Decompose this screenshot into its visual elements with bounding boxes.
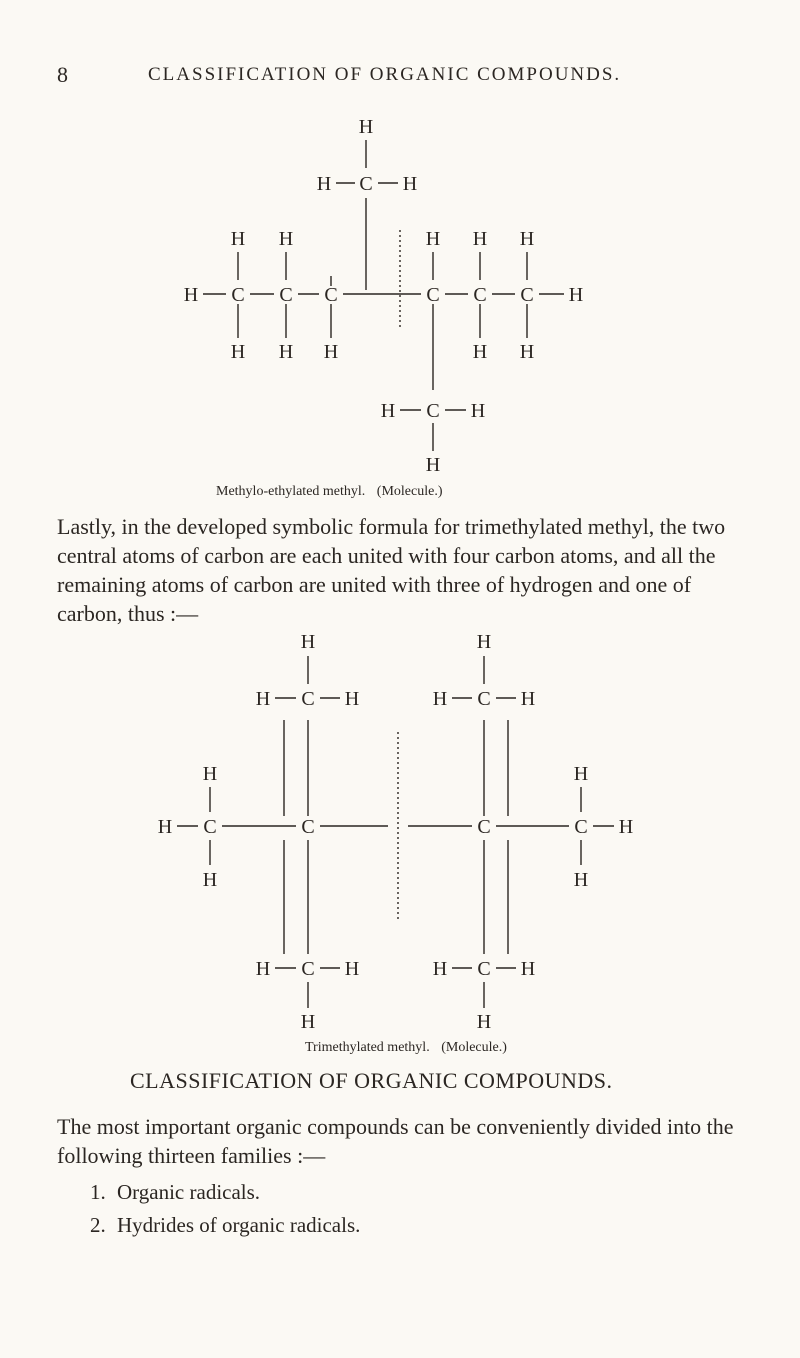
atom: C [574,816,588,838]
atom: H [573,763,589,785]
atom: H [202,869,218,891]
running-title: CLASSIFICATION OF ORGANIC COMPOUNDS. [148,64,622,85]
atom: H [476,1011,492,1033]
atom: H [300,1011,316,1033]
atom: C [520,284,534,306]
atom: H [344,688,360,710]
atom: C [426,400,440,422]
figure2-bonds [177,656,614,1008]
atom: C [477,688,491,710]
atom: C [279,284,293,306]
atom: C [301,816,315,838]
atom: H [573,869,589,891]
structural-formula-methyloethylated-methyl-lower [0,300,800,390]
figure1-caption-name: Methylo-ethylated methyl. [216,484,366,499]
figure2-caption-name: Trimethylated methyl. [305,1040,430,1055]
atom: C [324,284,338,306]
section-heading: CLASSIFICATION OF ORGANIC COMPOUNDS. [130,1068,613,1093]
atom: H [278,228,294,250]
figure1-caption-note: (Molecule.) [376,484,443,499]
atom: H [157,816,173,838]
atom: H [316,173,332,195]
figure2-caption [305,1040,507,1056]
atom: H [472,341,488,363]
atom: H [323,341,339,363]
atom: H [520,958,536,980]
atom: C [477,816,491,838]
atom: H [344,958,360,980]
atom: H [278,341,294,363]
atom: H [425,228,441,250]
atom: H [472,228,488,250]
atom: C [359,173,373,195]
atom: C [477,958,491,980]
figure1-atoms [184,116,583,306]
atom: C [203,816,217,838]
atom: C [301,958,315,980]
structural-formula-methyloethylated-methyl-bottom [0,385,800,475]
list-item-number: 2. [90,1213,106,1237]
atom: C [231,284,245,306]
figure2-atoms [158,631,633,1033]
atom: H [618,816,634,838]
atom: H [380,400,396,422]
atom: H [476,631,492,653]
atom: H [520,688,536,710]
atom: H [230,228,246,250]
atom: H [255,958,271,980]
paragraph-families: The most important organic compounds can be conveniently divided into the following thirteen families :— [57,1114,734,1168]
atom: C [426,284,440,306]
atom: H [432,958,448,980]
list-item [90,1213,360,1238]
atom: H [183,284,199,306]
figure1-caption [216,484,443,500]
page-number: 8 [57,62,68,87]
list-item-number: 1. [90,1180,106,1204]
atom: H [300,631,316,653]
atom: H [519,228,535,250]
structural-formula-trimethylated-methyl [0,620,800,1040]
list-item-text: Organic radicals. [117,1180,261,1204]
atom: C [301,688,315,710]
paragraph-trimethylated: Lastly, in the developed symbolic formula for trimethylated methyl, the two central atoms of carbon are each united with four carbon atoms, and all the remaining atoms of carbon are united with three of hydrogen and one of carbon, thus :— [57,514,726,626]
structural-formula-methyloethylated-methyl [0,0,800,330]
atom: H [568,284,584,306]
atom: H [230,341,246,363]
atom: H [470,400,486,422]
atom: H [402,173,418,195]
atom: H [255,688,271,710]
list-item [90,1180,260,1205]
list-item-text: Hydrides of organic radicals. [117,1213,361,1237]
atom: H [358,116,374,138]
figure2-caption-note: (Molecule.) [441,1040,507,1055]
figure1-lower-atoms [231,341,534,363]
atom: H [519,341,535,363]
atom: H [425,454,441,475]
atom: C [473,284,487,306]
atom: H [432,688,448,710]
atom: H [202,763,218,785]
